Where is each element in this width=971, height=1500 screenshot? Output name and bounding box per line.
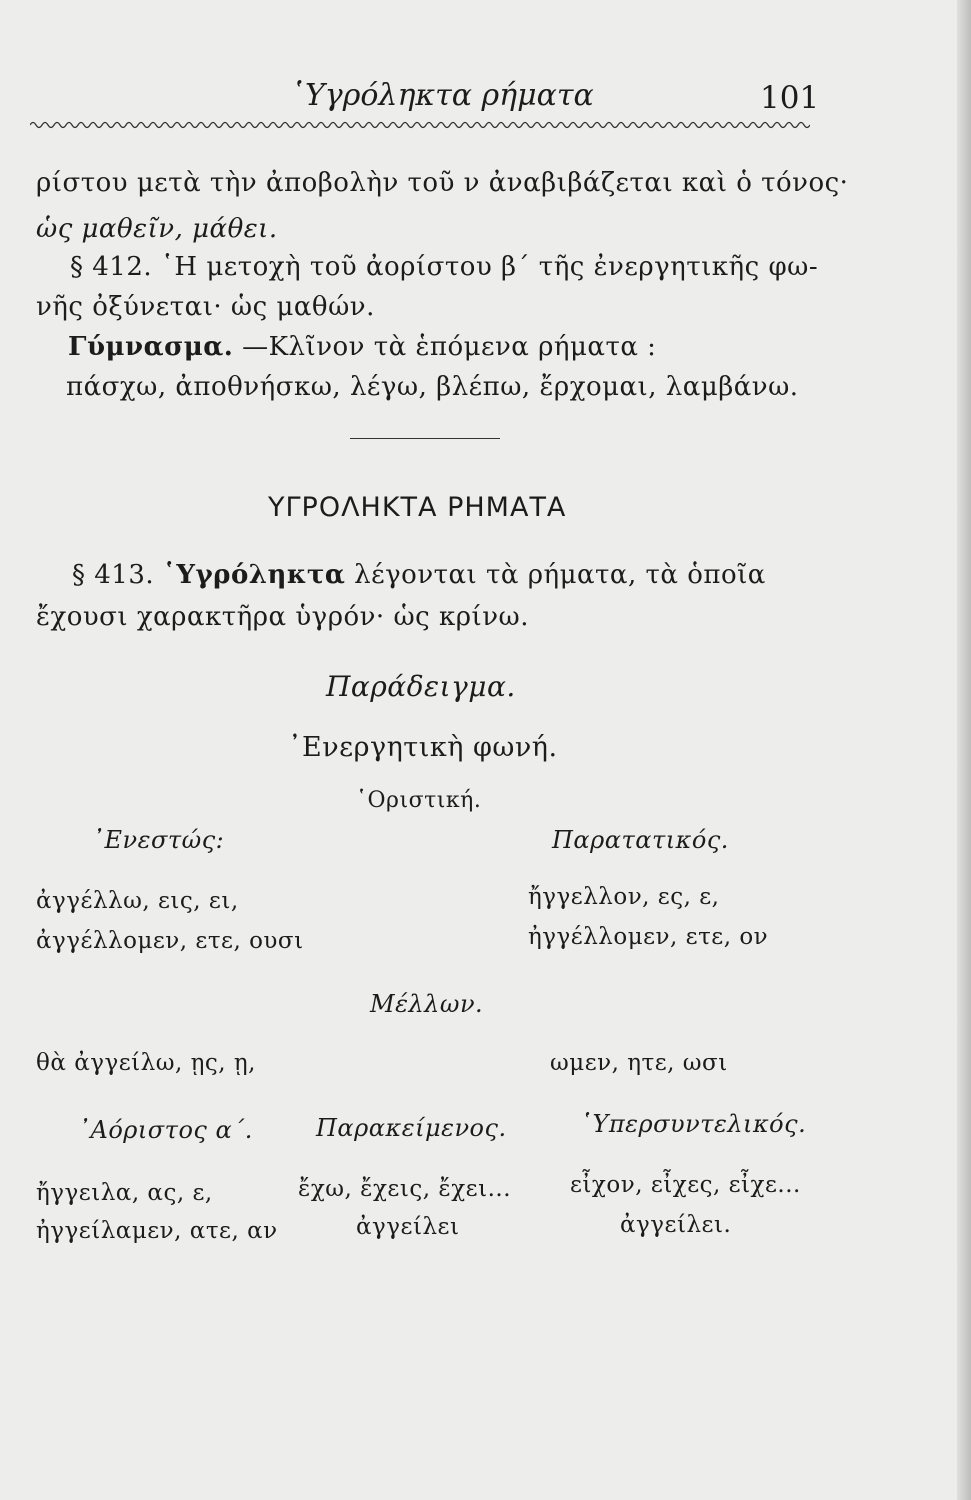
section-413-term: ῾Υγρόληκτα — [162, 560, 346, 590]
pluperfect-line-2: ἀγγείλει. — [620, 1212, 732, 1238]
future-singular: θὰ ἀγγείλω, ῃς, ῃ, — [36, 1050, 256, 1076]
imperfect-line-2: ἠγγέλλομεν, ετε, ον — [528, 924, 769, 950]
section-413-number: § 413. — [72, 560, 155, 590]
continuation-line-1: ρίστου μετὰ τὴν ἀποβολὴν τοῦ ν ἀναβιβάζεται καὶ ὁ τόνος· — [36, 168, 849, 198]
perfect-line-1: ἔχω, ἔχεις, ἔχει... — [298, 1176, 512, 1202]
exercise-verbs: πάσχω, ἀποθνήσκω, λέγω, βλέπω, ἔρχομαι, λαμβάνω. — [66, 372, 799, 402]
paradigm-title: Παράδειγμα. — [326, 670, 516, 703]
section-412-line-1: § 412. ῾Η μετοχὴ τοῦ ἀορίστου β΄ τῆς ἐνεργητικῆς φω- — [70, 252, 819, 282]
section-413-line-1 — [72, 560, 766, 590]
future-plural: ωμεν, ητε, ωσι — [550, 1050, 728, 1076]
section-divider — [350, 438, 500, 439]
voice-heading: ᾿Ενεργητικὴ φωνή. — [288, 732, 558, 763]
section-413-text: λέγονται τὰ ρήματα, τὰ ὁποῖα — [354, 560, 766, 590]
exercise-label: Γύμνασμα. — [68, 332, 234, 362]
pluperfect-label: ῾Υπερσυντελικός. — [580, 1110, 807, 1138]
mood-heading: ῾Οριστική. — [356, 788, 482, 813]
exercise-line — [68, 332, 656, 362]
section-heading: ΥΓΡΟΛΗΚΤΑ ΡΗΜΑΤΑ — [268, 492, 567, 523]
present-line-2: ἀγγέλλομεν, ετε, ουσι — [36, 928, 304, 954]
section-412-line-2: νῆς ὀξύνεται· ὡς μαθών. — [36, 292, 375, 322]
exercise-instruction: —Κλῖνον τὰ ἑπόμενα ρήματα : — [242, 332, 657, 362]
aorist-line-2: ἠγγείλαμεν, ατε, αν — [36, 1218, 278, 1244]
section-413-line-2: ἔχουσι χαρακτῆρα ὑγρόν· ὡς κρίνω. — [36, 602, 529, 632]
running-title: ῾Υγρόληκτα ρήματα — [290, 78, 594, 113]
perfect-label: Παρακείμενος. — [316, 1114, 507, 1142]
page-edge-shadow — [957, 0, 971, 1500]
future-label: Μέλλων. — [370, 990, 484, 1018]
imperfect-label: Παρατατικός. — [552, 826, 729, 854]
page-number: 101 — [760, 80, 820, 116]
pluperfect-line-1: εἶχον, εἶχες, εἶχε... — [570, 1172, 801, 1198]
aorist-line-1: ἤγγειλα, ας, ε, — [36, 1180, 213, 1206]
perfect-line-2: ἀγγείλει — [356, 1214, 460, 1240]
continuation-line-2: ὡς μαθεῖν, μάθει. — [36, 214, 278, 244]
header-wavy-rule — [30, 118, 810, 132]
imperfect-line-1: ἤγγελλον, ες, ε, — [528, 884, 720, 910]
present-line-1: ἀγγέλλω, εις, ει, — [36, 888, 239, 914]
present-label: ᾿Ενεστώς: — [92, 826, 225, 854]
aorist-label: ᾿Αόριστος α΄. — [78, 1116, 253, 1144]
